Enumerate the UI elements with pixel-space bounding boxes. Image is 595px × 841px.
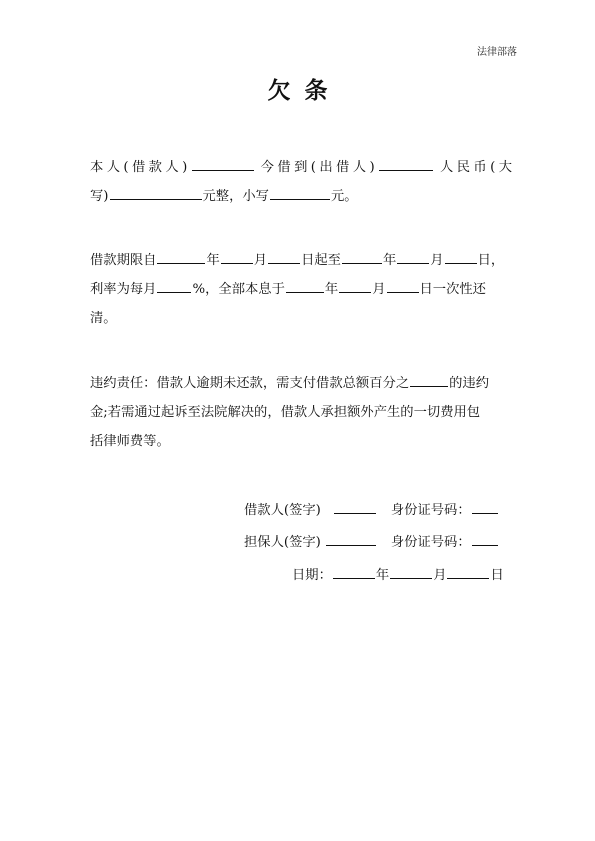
- blank-penalty-percent: [410, 371, 448, 387]
- blank-end-month: [397, 248, 429, 264]
- paragraph-line: [90, 246, 506, 275]
- blank-repay-day: [387, 277, 419, 293]
- text-segment: 月: [430, 253, 444, 268]
- text-segment: 违约责任：借款人逾期未还款，需支付借款总额百分之: [90, 376, 410, 391]
- paragraph-line: [90, 369, 506, 398]
- paragraph-line: 金;若需通过起诉至法院解决的，借款人承担额外产生的一切费用包: [90, 405, 481, 420]
- blank-amount-lowercase: [270, 184, 330, 200]
- blank-amount-uppercase: [110, 184, 202, 200]
- blank-borrower: [192, 155, 254, 171]
- text-segment: 月: [253, 253, 268, 268]
- paragraph-term: [90, 246, 506, 333]
- text-segment: 日起至: [301, 253, 341, 268]
- text-segment: 元整，小写: [202, 189, 269, 204]
- blank-borrower-signature: [334, 498, 376, 514]
- blank-end-day: [445, 248, 477, 264]
- blank-guarantor-id: [472, 530, 498, 546]
- blank-date-month: [390, 563, 432, 579]
- paragraph-line: 清。: [90, 311, 117, 326]
- blank-repay-month: [339, 277, 371, 293]
- text-segment: 的违约: [449, 376, 490, 391]
- text-segment: 月: [372, 282, 386, 297]
- text-segment: 年: [324, 282, 339, 297]
- month-label: 月: [433, 568, 447, 583]
- paragraph-liability: [90, 369, 506, 456]
- text-segment: 年: [382, 253, 397, 268]
- blank-start-year: [157, 248, 205, 264]
- paragraph-borrowing-statement: [90, 153, 516, 211]
- text-segment: 元。: [330, 189, 358, 204]
- blank-repay-year: [286, 277, 324, 293]
- guarantor-label: 担保人(签字): [244, 535, 321, 550]
- header-note: 法律部落: [477, 47, 517, 58]
- text-segment: 人民币(大: [440, 160, 516, 175]
- date-row: [292, 563, 504, 586]
- paragraph-line: [90, 275, 506, 304]
- borrower-label: 借款人(签字): [244, 503, 321, 518]
- paragraph-line: [90, 182, 506, 211]
- id-label: 身份证号码：: [390, 503, 471, 518]
- document-title: 欠条: [267, 77, 342, 104]
- blank-date-year: [333, 563, 375, 579]
- blank-lender: [379, 155, 433, 171]
- year-label: 年: [375, 568, 390, 583]
- blank-date-day: [447, 563, 489, 579]
- text-segment: 本人(借款人): [90, 160, 191, 175]
- blank-monthly-rate: [157, 277, 191, 293]
- text-segment: %，全部本息于: [192, 282, 285, 297]
- date-label: 日期：: [292, 568, 332, 583]
- blank-start-month: [221, 248, 253, 264]
- text-segment: 今借到(出借人): [260, 160, 379, 175]
- text-segment: 日一次性还: [419, 282, 486, 297]
- day-label: 日: [490, 568, 504, 583]
- text-segment: 借款期限自: [90, 253, 157, 268]
- borrower-signature-row: [244, 498, 499, 521]
- text-segment: 写): [90, 189, 109, 204]
- text-segment: 日，: [477, 253, 505, 268]
- blank-guarantor-signature: [326, 530, 376, 546]
- paragraph-line: [90, 153, 516, 182]
- text-segment: 利率为每月: [90, 282, 157, 297]
- guarantor-signature-row: [244, 530, 499, 553]
- paragraph-line: 括律师费等。: [90, 434, 170, 449]
- blank-end-year: [342, 248, 382, 264]
- blank-borrower-id: [472, 498, 498, 514]
- blank-start-day: [268, 248, 300, 264]
- id-label: 身份证号码：: [390, 535, 471, 550]
- text-segment: 年: [206, 253, 220, 268]
